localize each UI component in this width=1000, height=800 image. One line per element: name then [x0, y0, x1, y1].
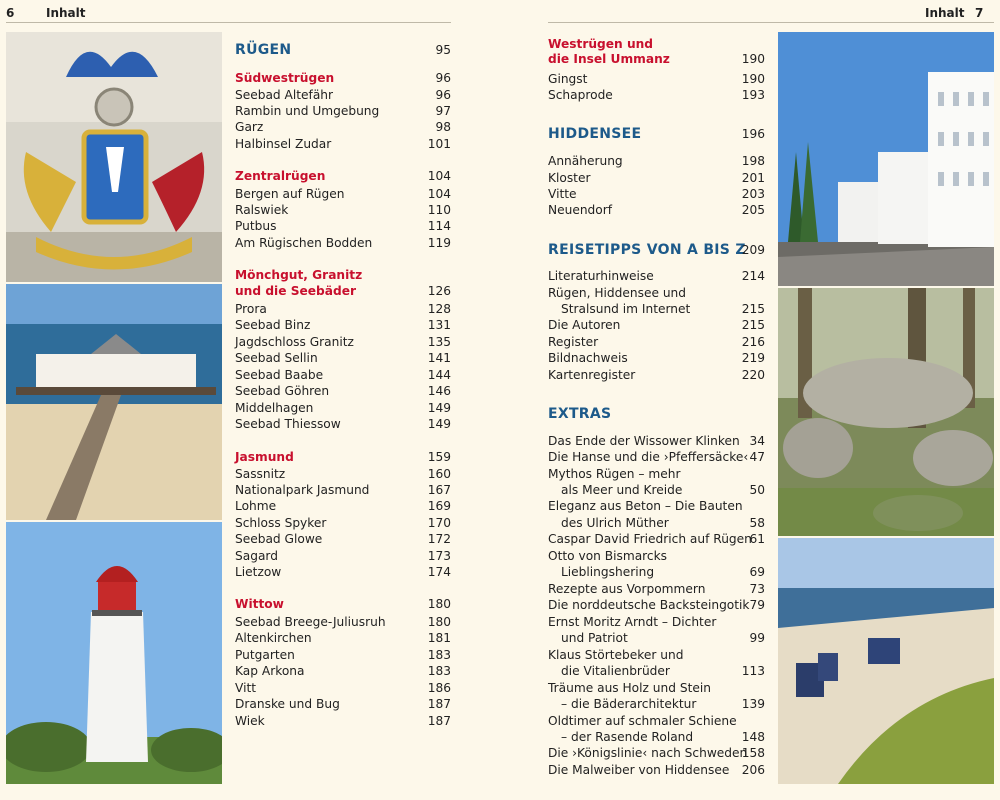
toc-entry-page: 214	[741, 269, 765, 283]
toc-entry-page: 113	[741, 664, 765, 678]
toc-entry-page: 95	[435, 43, 451, 57]
toc-entry-title: Seebad Sellin	[235, 351, 318, 365]
megalith-photo	[778, 288, 994, 536]
toc-entry-page: 101	[427, 137, 451, 151]
toc-entry-title: Vitte	[548, 187, 577, 201]
toc-entry-page: 216	[741, 335, 765, 349]
toc-entry-page: 79	[749, 598, 765, 612]
toc-entry-title: Am Rügischen Bodden	[235, 236, 373, 250]
toc-entry-title: Die norddeutsche Backsteingotik	[548, 598, 750, 612]
toc-entry-title: die Insel Ummanz	[548, 52, 670, 66]
toc-entry-page: 50	[749, 483, 765, 497]
toc-entry-title: Rambin und Umgebung	[235, 104, 380, 118]
toc-entry-page: 187	[427, 697, 451, 711]
toc-entry-title: Putbus	[235, 219, 277, 233]
right-contents-column	[548, 0, 765, 800]
toc-entry-page: 160	[427, 467, 451, 481]
toc-entry-page: 73	[749, 582, 765, 596]
toc-entry-title: Wiek	[235, 714, 265, 728]
toc-entry-title: Caspar David Friedrich auf Rügen	[548, 532, 752, 546]
toc-entry-page: 58	[749, 516, 765, 530]
left-page-title: Inhalt	[46, 6, 86, 20]
toc-entry-page: 149	[427, 417, 451, 431]
toc-entry-page: 173	[427, 549, 451, 563]
toc-entry-page: 104	[427, 169, 451, 183]
toc-entry-page: 110	[427, 203, 451, 217]
toc-entry-page: 193	[741, 88, 765, 102]
toc-entry-title: Die ›Königslinie‹ nach Schweden	[548, 746, 748, 760]
toc-entry-page: 206	[741, 763, 765, 777]
toc-entry-title: Otto von Bismarcks	[548, 549, 668, 563]
toc-entry-title: Seebad Binz	[235, 318, 311, 332]
toc-entry-title: Altenkirchen	[235, 631, 312, 645]
toc-entry-title: Mönchgut, Granitz	[235, 268, 363, 282]
toc-entry-page: 159	[427, 450, 451, 464]
toc-entry-page: 96	[435, 71, 451, 85]
toc-entry-page: 187	[427, 714, 451, 728]
toc-entry-title: Putgarten	[235, 648, 295, 662]
toc-entry-page: 209	[741, 243, 765, 257]
toc-entry-page: 180	[427, 615, 451, 629]
toc-entry-title: Seebad Glowe	[235, 532, 323, 546]
toc-entry-page: 144	[427, 368, 451, 382]
toc-entry-title: Register	[548, 335, 599, 349]
toc-entry-title: RÜGEN	[235, 42, 292, 58]
toc-entry-title: Middelhagen	[235, 401, 314, 415]
toc-entry-title: Gingst	[548, 72, 588, 86]
toc-entry-page: 141	[427, 351, 451, 365]
right-page-title: Inhalt	[925, 6, 965, 20]
toc-entry-page: 219	[741, 351, 765, 365]
toc-entry-title: Träume aus Holz und Stein	[548, 681, 711, 695]
toc-entry-page: 198	[741, 154, 765, 168]
pier-photo	[6, 284, 222, 520]
toc-entry-title: – die Bäderarchitektur	[561, 697, 697, 711]
toc-entry-title: REISETIPPS VON A BIS Z	[548, 242, 746, 258]
toc-entry-title: Neuendorf	[548, 203, 613, 217]
toc-entry-title: und Patriot	[561, 631, 628, 645]
toc-entry-title: Seebad Göhren	[235, 384, 330, 398]
toc-entry-page: 201	[741, 171, 765, 185]
toc-entry-page: 174	[427, 565, 451, 579]
toc-entry-title: Halbinsel Zudar	[235, 137, 332, 151]
toc-entry-page: 180	[427, 597, 451, 611]
toc-entry-title: Kloster	[548, 171, 591, 185]
toc-entry-page: 128	[427, 302, 451, 316]
toc-entry-title: Nationalpark Jasmund	[235, 483, 370, 497]
lighthouse-photo	[6, 522, 222, 784]
beach-photo	[778, 538, 994, 784]
toc-entry-title: Lieblingshering	[561, 565, 655, 579]
toc-entry-page: 220	[741, 368, 765, 382]
toc-entry-page: 167	[427, 483, 451, 497]
toc-entry-title: Kap Arkona	[235, 664, 305, 678]
toc-entry-title: Rügen, Hiddensee und	[548, 286, 687, 300]
toc-entry-page: 203	[741, 187, 765, 201]
toc-entry-title: Prora	[235, 302, 267, 316]
toc-entry-page: 104	[427, 187, 451, 201]
toc-entry-title: Die Autoren	[548, 318, 621, 332]
toc-entry-title: Lietzow	[235, 565, 282, 579]
toc-entry-title: Die Hanse und die ›Pfeffersäcke‹	[548, 450, 749, 464]
toc-entry-page: 99	[749, 631, 765, 645]
toc-entry-title: Sagard	[235, 549, 278, 563]
toc-entry-title: Das Ende der Wissower Klinken	[548, 434, 740, 448]
toc-entry-title: des Ulrich Müther	[561, 516, 669, 530]
toc-entry-title: Eleganz aus Beton – Die Bauten	[548, 499, 743, 513]
toc-entry-title: Bildnachweis	[548, 351, 628, 365]
toc-entry-page: 183	[427, 648, 451, 662]
villas-photo	[778, 32, 994, 286]
toc-entry-page: 170	[427, 516, 451, 530]
toc-entry-title: Ernst Moritz Arndt – Dichter	[548, 615, 717, 629]
toc-entry-page: 215	[741, 318, 765, 332]
toc-entry-title: Zentralrügen	[235, 169, 326, 183]
toc-entry-title: Westrügen und	[548, 37, 654, 51]
left-page-number: 6	[6, 6, 15, 20]
toc-entry-title: – der Rasende Roland	[561, 730, 694, 744]
toc-entry-page: 119	[427, 236, 451, 250]
toc-entry-title: Seebad Thiessow	[235, 417, 341, 431]
toc-entry-title: Schaprode	[548, 88, 613, 102]
toc-entry-title: Jagdschloss Granitz	[235, 335, 354, 349]
toc-entry-page: 135	[427, 335, 451, 349]
toc-entry-page: 96	[435, 88, 451, 102]
toc-entry-title: Oldtimer auf schmaler Schiene	[548, 714, 737, 728]
toc-entry-title: Garz	[235, 120, 264, 134]
toc-entry-page: 215	[741, 302, 765, 316]
toc-entry-page: 34	[749, 434, 765, 448]
toc-entry-page: 114	[427, 219, 451, 233]
toc-entry-title: Stralsund im Internet	[561, 302, 691, 316]
toc-entry-page: 126	[427, 284, 451, 298]
toc-entry-page: 172	[427, 532, 451, 546]
toc-entry-page: 69	[749, 565, 765, 579]
toc-entry-page: 131	[427, 318, 451, 332]
toc-entry-page: 181	[427, 631, 451, 645]
toc-entry-title: und die Seebäder	[235, 284, 356, 298]
toc-entry-title: Seebad Breege-Juliusruh	[235, 615, 386, 629]
coat-of-arms-photo	[6, 32, 222, 282]
toc-entry-page: 190	[741, 52, 765, 66]
toc-entry-title: Annäherung	[548, 154, 623, 168]
toc-entry-title: Mythos Rügen – mehr	[548, 467, 681, 481]
toc-entry-page: 98	[435, 120, 451, 134]
toc-entry-page: 158	[741, 746, 765, 760]
toc-entry-title: Literaturhinweise	[548, 269, 654, 283]
toc-entry-page: 97	[435, 104, 451, 118]
toc-entry-title: Südwestrügen	[235, 71, 335, 85]
toc-entry-page: 169	[427, 499, 451, 513]
toc-entry-page: 139	[741, 697, 765, 711]
toc-entry-title: Seebad Altefähr	[235, 88, 334, 102]
toc-entry-page: 205	[741, 203, 765, 217]
toc-entry-title: Wittow	[235, 597, 284, 611]
left-contents-column	[235, 0, 451, 800]
toc-entry-title: EXTRAS	[548, 406, 612, 422]
right-page-number: 7	[975, 6, 984, 20]
toc-entry-title: Kartenregister	[548, 368, 636, 382]
toc-entry-title: HIDDENSEE	[548, 126, 642, 142]
toc-entry-title: die Vitalienbrüder	[561, 664, 670, 678]
toc-entry-page: 183	[427, 664, 451, 678]
toc-entry-page: 47	[749, 450, 765, 464]
toc-entry-page: 146	[427, 384, 451, 398]
toc-entry-title: Dranske und Bug	[235, 697, 340, 711]
toc-entry-title: Rezepte aus Vorpommern	[548, 582, 706, 596]
toc-entry-title: Die Malweiber von Hiddensee	[548, 763, 730, 777]
toc-entry-page: 61	[749, 532, 765, 546]
toc-entry-title: Schloss Spyker	[235, 516, 327, 530]
toc-entry-title: Ralswiek	[235, 203, 289, 217]
toc-entry-page: 149	[427, 401, 451, 415]
toc-entry-title: Jasmund	[235, 450, 294, 464]
toc-entry-page: 196	[741, 127, 765, 141]
toc-entry-title: Seebad Baabe	[235, 368, 324, 382]
toc-entry-title: Bergen auf Rügen	[235, 187, 345, 201]
toc-entry-page: 190	[741, 72, 765, 86]
toc-entry-page: 148	[741, 730, 765, 744]
toc-entry-title: als Meer und Kreide	[561, 483, 683, 497]
toc-entry-title: Lohme	[235, 499, 277, 513]
toc-entry-title: Sassnitz	[235, 467, 286, 481]
toc-entry-title: Klaus Störtebeker und	[548, 648, 684, 662]
toc-entry-title: Vitt	[235, 681, 257, 695]
toc-entry-page: 186	[427, 681, 451, 695]
